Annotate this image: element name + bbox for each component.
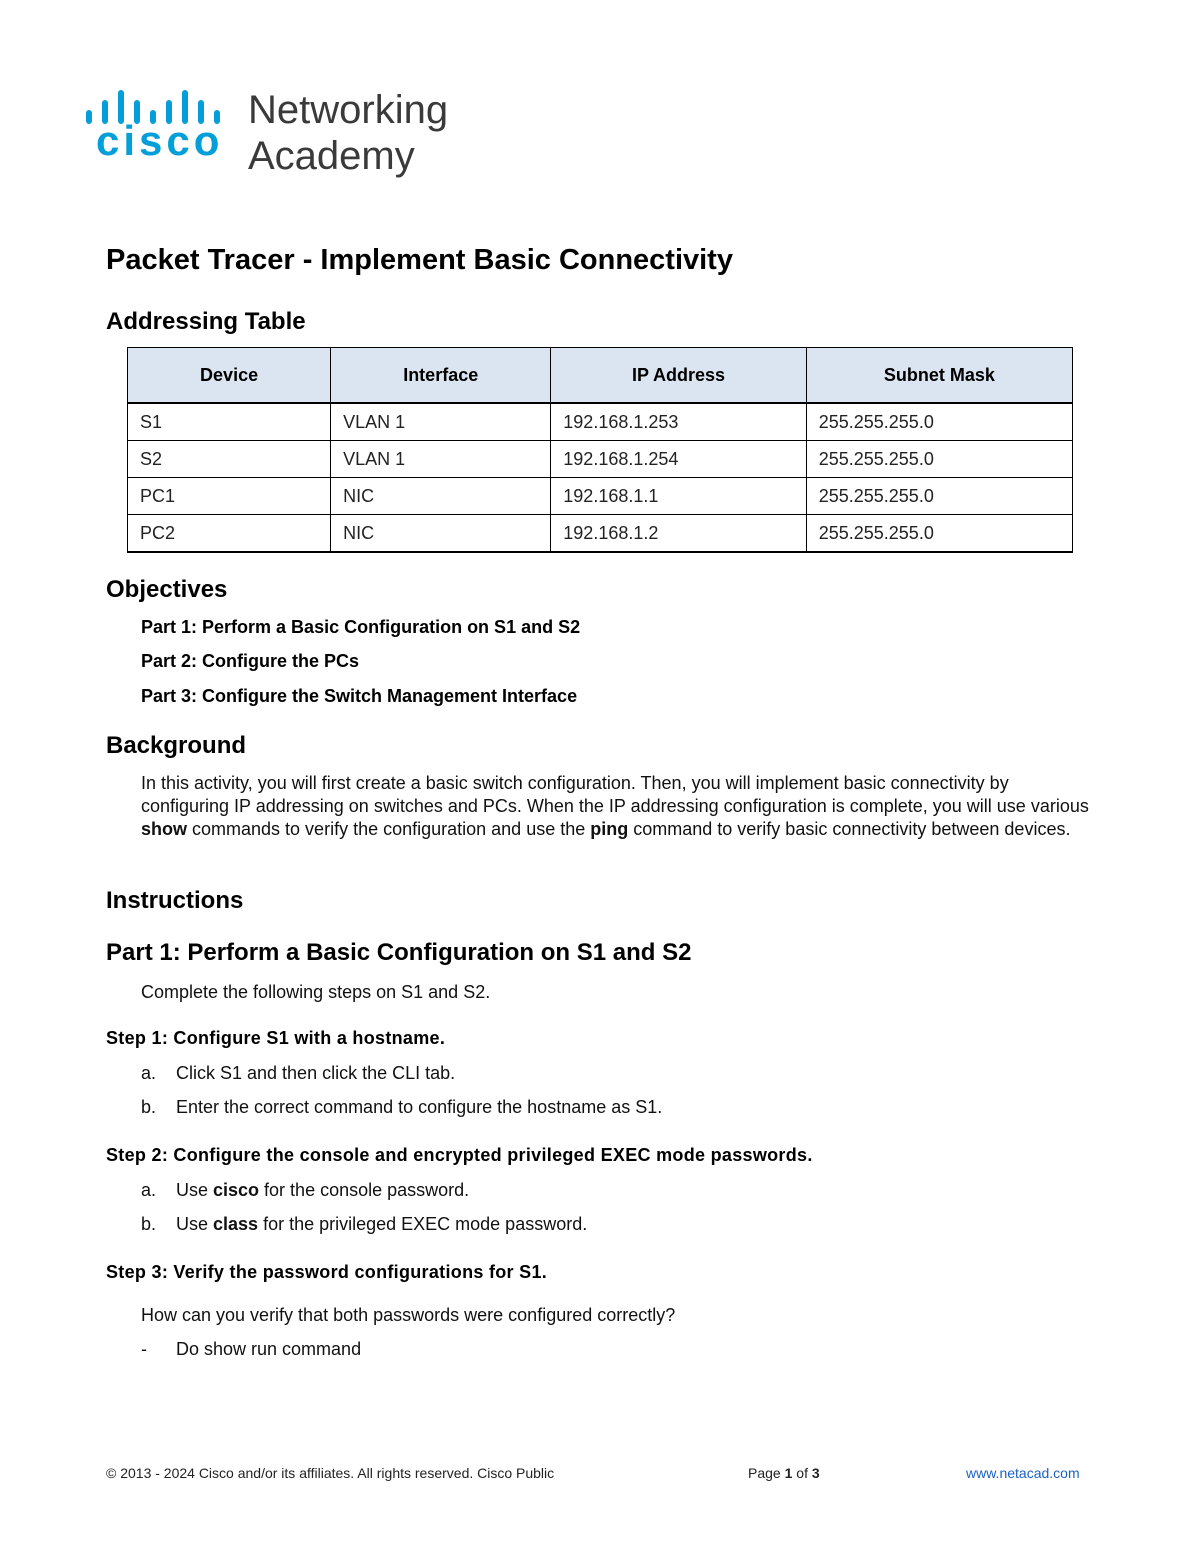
cisco-keyword: cisco (213, 1180, 260, 1200)
cell-interface: VLAN 1 (331, 403, 551, 441)
instructions-heading: Instructions (106, 887, 244, 914)
page-label: Page (748, 1465, 785, 1481)
cell-interface: VLAN 1 (331, 441, 551, 478)
list-item (141, 1063, 455, 1084)
cell-device: S1 (128, 403, 331, 441)
cell-interface: NIC (331, 478, 551, 515)
table-header-row (128, 348, 1073, 404)
list-text: Click S1 and then click the CLI tab. (176, 1063, 456, 1083)
cell-subnet-mask: 255.255.255.0 (806, 478, 1072, 515)
cell-ip-address: 192.168.1.2 (551, 515, 806, 553)
list-marker: a. (141, 1063, 157, 1083)
step3-heading: Step 3: Verify the password configurations for S1. (106, 1262, 548, 1282)
header-ip-address: IP Address (551, 348, 806, 404)
netacad-link[interactable]: www.netacad.com (966, 1465, 1080, 1481)
background-paragraph (141, 772, 1101, 841)
list-text: for the privileged EXEC mode password. (258, 1214, 588, 1234)
cell-interface: NIC (331, 515, 551, 553)
page-total: 3 (811, 1465, 820, 1481)
list-item (141, 1097, 662, 1118)
cell-device: PC2 (128, 515, 331, 553)
list-marker: a. (141, 1180, 157, 1200)
cell-ip-address: 192.168.1.254 (551, 441, 806, 478)
cell-device: S2 (128, 441, 331, 478)
objectives-heading: Objectives (106, 576, 228, 603)
table-row (128, 441, 1073, 478)
cell-subnet-mask: 255.255.255.0 (806, 515, 1072, 553)
list-item (141, 1180, 469, 1201)
answer-item (141, 1339, 361, 1360)
answer-marker: - (141, 1339, 147, 1359)
objective-item: Part 3: Configure the Switch Management Interface (141, 686, 578, 706)
footer-page-number (748, 1465, 820, 1481)
footer-copyright: © 2013 - 2024 Cisco and/or its affiliates. All rights reserved. Cisco Public (106, 1465, 555, 1481)
cisco-wordmark: cisco (96, 117, 224, 164)
page-label: of (792, 1465, 812, 1481)
cell-ip-address: 192.168.1.253 (551, 403, 806, 441)
cell-device: PC1 (128, 478, 331, 515)
objective-item: Part 1: Perform a Basic Configuration on S1 and S2 (141, 617, 581, 637)
cell-subnet-mask: 255.255.255.0 (806, 441, 1072, 478)
header-subnet-mask: Subnet Mask (806, 348, 1072, 404)
class-keyword: class (213, 1214, 259, 1234)
background-text: In this activity, you will first create a basic switch configuration. Then, you will implement basic connectivity by configuring IP addressing on switches and PCs. When the IP addressing configuration is complete, you will use various (141, 773, 1089, 816)
footer-link-wrap (966, 1465, 1080, 1481)
cell-subnet-mask: 255.255.255.0 (806, 403, 1072, 441)
answer-text: Do show run command (176, 1339, 362, 1359)
header-interface: Interface (331, 348, 551, 404)
addressing-table-heading: Addressing Table (106, 308, 306, 335)
cell-ip-address: 192.168.1.1 (551, 478, 806, 515)
logo-networking-text: Networking (248, 88, 449, 132)
background-heading: Background (106, 732, 247, 759)
header-device: Device (128, 348, 331, 404)
part1-intro: Complete the following steps on S1 and S2. (141, 982, 491, 1002)
list-text: Use (176, 1214, 214, 1234)
show-keyword: show (141, 819, 188, 839)
part1-heading: Part 1: Perform a Basic Configuration on S1 and S2 (106, 939, 692, 966)
list-item (141, 1214, 587, 1235)
page-current: 1 (784, 1465, 793, 1481)
list-text: Use (176, 1180, 214, 1200)
step3-question: How can you verify that both passwords were configured correctly? (141, 1305, 676, 1325)
ping-keyword: ping (590, 819, 629, 839)
step2-heading: Step 2: Configure the console and encrypted privileged EXEC mode passwords. (106, 1145, 813, 1165)
page-title: Packet Tracer - Implement Basic Connectivity (106, 244, 733, 276)
list-marker: b. (141, 1214, 157, 1234)
table-row (128, 515, 1073, 553)
list-text: for the console password. (259, 1180, 470, 1200)
addressing-table (127, 347, 1073, 553)
step1-heading: Step 1: Configure S1 with a hostname. (106, 1028, 446, 1048)
background-text: command to verify basic connectivity between devices. (628, 819, 1071, 839)
cisco-networking-academy-logo (82, 86, 482, 186)
list-marker: b. (141, 1097, 157, 1117)
table-row (128, 403, 1073, 441)
objective-item: Part 2: Configure the PCs (141, 651, 360, 671)
table-row (128, 478, 1073, 515)
list-text: Enter the correct command to configure the hostname as S1. (176, 1097, 663, 1117)
logo-academy-text: Academy (248, 134, 415, 178)
background-text: commands to verify the configuration and use the (187, 819, 591, 839)
